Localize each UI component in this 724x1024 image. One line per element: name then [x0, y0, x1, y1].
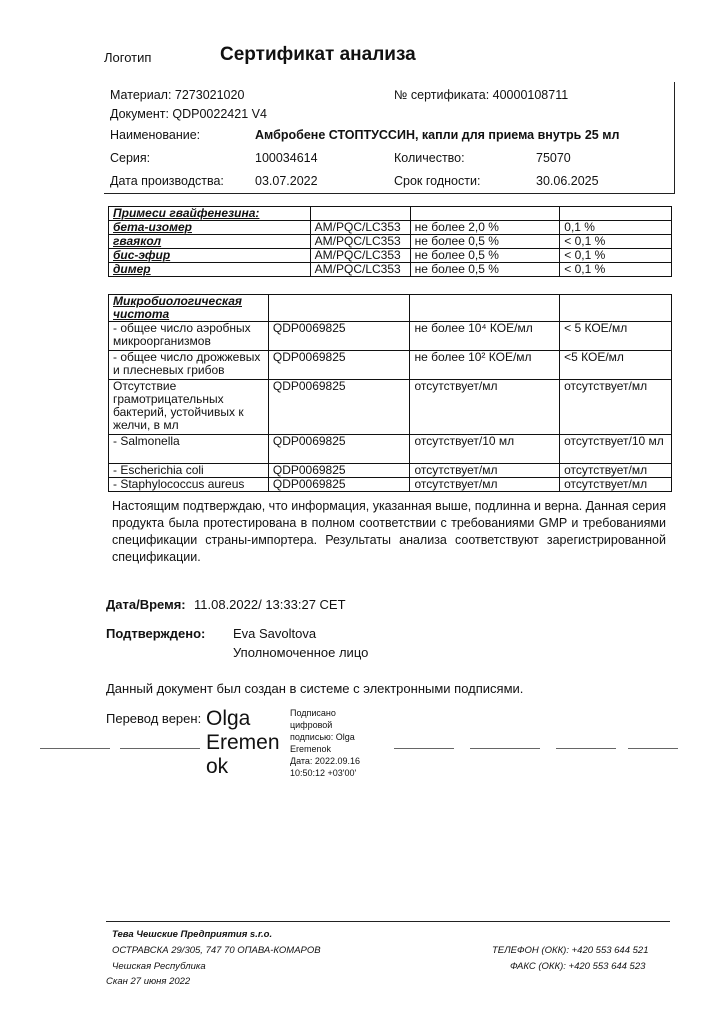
logo-placeholder: Логотип	[104, 50, 152, 65]
micro-spec: отсутствует/мл	[410, 380, 560, 435]
impurity-method: AM/PQC/LC353	[310, 221, 410, 235]
production-label: Дата производства:	[110, 174, 224, 188]
confirmed-label: Подтверждено:	[106, 626, 206, 641]
impurity-result: < 0,1 %	[560, 235, 672, 249]
micro-result: <5 КОЕ/мл	[560, 351, 672, 380]
micro-name: Отсутствие грамотрицательных бактерий, устойчивых к желчи, в мл	[109, 380, 269, 435]
signature-line-rule	[556, 748, 616, 749]
expiry-value: 30.06.2025	[536, 174, 599, 188]
digital-signature-line: Подписано	[290, 708, 336, 718]
series-label: Серия:	[110, 151, 151, 165]
series-value: 100034614	[255, 151, 318, 165]
signature-line: Eremen	[206, 731, 280, 754]
impurity-method: AM/PQC/LC353	[310, 263, 410, 277]
digital-signature-line: подписью: Olga	[290, 732, 355, 742]
footer-scan-date: Скан 27 июня 2022	[106, 976, 191, 987]
certification-statement: Настоящим подтверждаю, что информация, указанная выше, подлинна и верна. Данная серия продукта была протестирована в полном соответствии с требованиями GMP и требованиями спецификации страны-импортера. Результаты анализа соответствуют зарегистрированной спецификации.	[112, 499, 666, 564]
name-label: Наименование:	[110, 128, 201, 142]
impurity-spec: не более 0,5 %	[410, 235, 560, 249]
impurity-name: бис-эфир	[109, 249, 311, 263]
table-row	[109, 263, 672, 277]
micro-method: QDP0069825	[268, 435, 410, 464]
micro-method: QDP0069825	[268, 351, 410, 380]
table-row	[109, 464, 672, 478]
quantity-label: Количество:	[394, 151, 465, 165]
micro-table	[108, 294, 672, 492]
table-row	[109, 380, 672, 435]
footer-phone: ТЕЛЕФОН (ОКК): +420 553 644 521	[492, 945, 649, 956]
digital-signature-line: Дата: 2022.09.16	[290, 756, 360, 766]
table-row	[109, 322, 672, 351]
micro-spec: отсутствует/мл	[410, 464, 560, 478]
impurity-method: AM/PQC/LC353	[310, 235, 410, 249]
impurities-header: Примеси гвайфенезина:	[109, 207, 311, 221]
datetime-label: Дата/Время:	[106, 597, 186, 612]
micro-spec: отсутствует/мл	[410, 478, 560, 492]
micro-name: - Escherichia coli	[109, 464, 269, 478]
micro-method: QDP0069825	[268, 478, 410, 492]
impurity-result: 0,1 %	[560, 221, 672, 235]
translation-label: Перевод верен:	[106, 711, 202, 726]
footer-divider	[106, 921, 670, 922]
footer-country: Чешская Республика	[112, 961, 206, 972]
micro-header: Микробиологическая чистота	[109, 295, 269, 322]
impurity-spec: не более 0,5 %	[410, 249, 560, 263]
document-number: Документ: QDP0022421 V4	[110, 107, 267, 121]
datetime-value: 11.08.2022/ 13:33:27 CET	[194, 597, 346, 612]
micro-result: отсутствует/10 мл	[560, 435, 672, 464]
impurity-method: AM/PQC/LC353	[310, 249, 410, 263]
micro-spec: отсутствует/10 мл	[410, 435, 560, 464]
impurity-result: < 0,1 %	[560, 263, 672, 277]
micro-result: отсутствует/мл	[560, 464, 672, 478]
micro-method: QDP0069825	[268, 380, 410, 435]
confirmed-role: Уполномоченное лицо	[233, 645, 369, 660]
impurity-name: гваякол	[109, 235, 311, 249]
signature-line-rule	[40, 748, 110, 749]
micro-result: отсутствует/мл	[560, 478, 672, 492]
impurity-spec: не более 0,5 %	[410, 263, 560, 277]
meta-block	[104, 82, 675, 194]
micro-method: QDP0069825	[268, 322, 410, 351]
production-value: 03.07.2022	[255, 174, 318, 188]
impurity-name: бета-изомер	[109, 221, 311, 235]
micro-name: - Salmonella	[109, 435, 269, 464]
table-row	[109, 435, 672, 464]
signature-line-rule	[394, 748, 454, 749]
product-name: Амбробене СТОПТУССИН, капли для приема внутрь 25 мл	[255, 128, 620, 142]
signature-line: ok	[206, 755, 229, 778]
digital-signature-block	[290, 707, 360, 779]
impurity-name: димер	[109, 263, 311, 277]
signature-line: Olga	[206, 707, 251, 730]
table-row	[109, 221, 672, 235]
table-row	[109, 351, 672, 380]
micro-method: QDP0069825	[268, 464, 410, 478]
digital-signature-line: Eremenok	[290, 744, 332, 754]
certificate-number: № сертификата: 40000108711	[394, 88, 569, 102]
confirmed-name: Eva Savoltova	[233, 626, 317, 641]
material: Материал: 7273021020	[110, 88, 245, 102]
impurities-table	[108, 206, 672, 277]
expiry-label: Срок годности:	[394, 174, 481, 188]
digital-signature-line: 10:50:12 +03'00'	[290, 768, 357, 778]
micro-result: отсутствует/мл	[560, 380, 672, 435]
micro-name: - общее число аэробных микроорганизмов	[109, 322, 269, 351]
digital-signature-line: цифровой	[290, 720, 333, 730]
micro-spec: не более 10² КОЕ/мл	[410, 351, 560, 380]
footer-company: Тева Чешские Предприятия s.r.o.	[112, 929, 273, 940]
micro-name: - Staphylococcus aureus	[109, 478, 269, 492]
table-row	[109, 249, 672, 263]
page-title: Сертификат анализа	[220, 44, 416, 65]
table-row	[109, 235, 672, 249]
table-row	[109, 478, 672, 492]
micro-spec: не более 10⁴ КОЕ/мл	[410, 322, 560, 351]
footer-fax: ФАКС (ОКК): +420 553 644 523	[510, 961, 646, 972]
quantity-value: 75070	[536, 151, 571, 165]
signature-line-rule	[120, 748, 200, 749]
signature-line-rule	[628, 748, 678, 749]
footer-address: ОСТРАВСКА 29/305, 747 70 ОПАВА-КОМАРОВ	[112, 945, 321, 956]
signature-line-rule	[470, 748, 540, 749]
micro-name: - общее число дрожжевых и плесневых грибов	[109, 351, 269, 380]
e-signature-note: Данный документ был создан в системе с электронными подписями.	[106, 681, 524, 696]
impurity-spec: не более 2,0 %	[410, 221, 560, 235]
impurity-result: < 0,1 %	[560, 249, 672, 263]
signature-name	[206, 707, 280, 779]
micro-result: < 5 КОЕ/мл	[560, 322, 672, 351]
